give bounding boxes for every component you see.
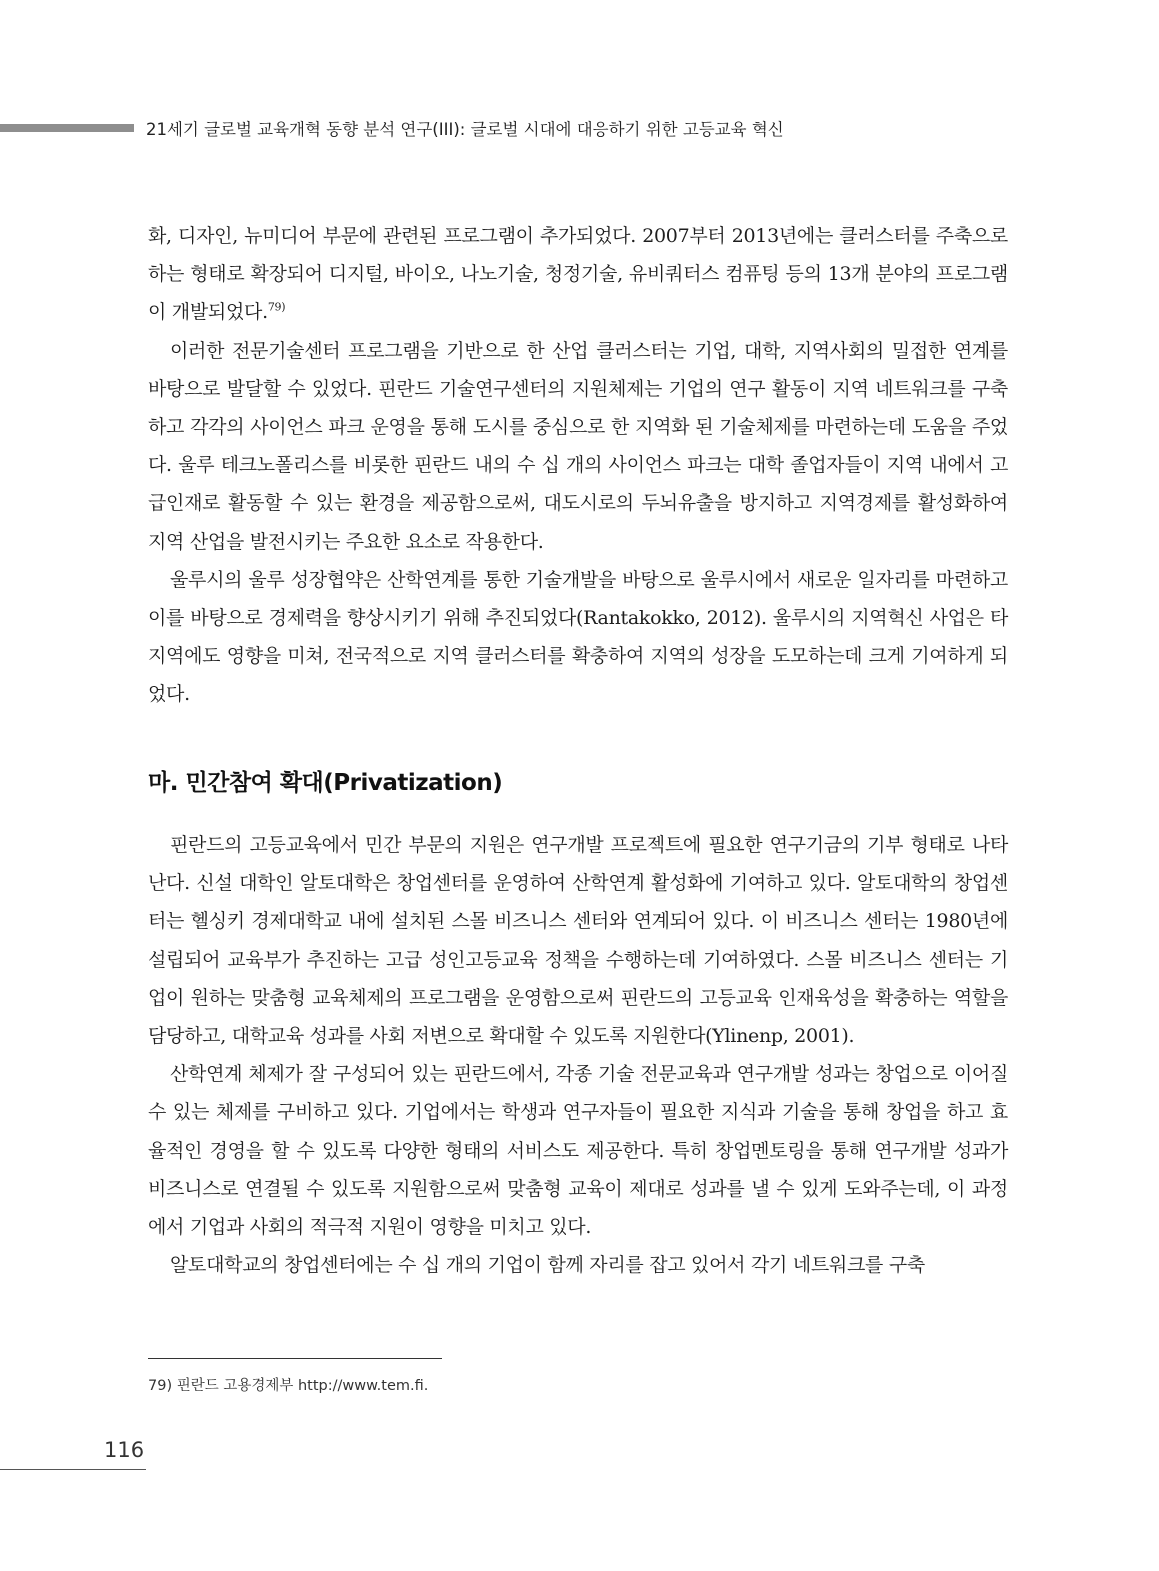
paragraph: 핀란드의 고등교육에서 민간 부문의 지원은 연구개발 프로젝트에 필요한 연구기금의 기부 형태로 나타난다. 신설 대학인 알토대학은 창업센터를 운영하여 산학연계 활성화에 기여하고 있다. 알토대학의 창업센터는 헬싱키 경제대학교 내에 설치된 스몰 비즈니스 센터와 연계되어 있다. 이 비즈니스 센터는 1980년에 설립되어 교육부가 추진하는 고급 성인고등교육 정책을 수행하는데 기여하였다. 스몰 비즈니스 센터는 기업이 원하는 맞춤형 교육체제의 프로그램을 운영함으로써 핀란드의 고등교육 인재육성을 확충하는 역할을 담당하고, 대학교육 성과를 사회 저변으로 확대할 수 있도록 지원한다(Ylinenp, 2001). [148, 834, 1008, 1048]
page-number-rule [0, 1469, 146, 1470]
paragraph: 산학연계 체제가 잘 구성되어 있는 핀란드에서, 각종 기술 전문교육과 연구개발 성과는 창업으로 이어질 수 있는 체제를 구비하고 있다. 기업에서는 학생과 연구자들이 필요한 지식과 기술을 통해 창업을 하고 효율적인 경영을 할 수 있도록 다양한 형태의 서비스도 제공한다. 특히 창업멘토링을 통해 연구개발 성과가 비즈니스로 연결될 수 있도록 지원함으로써 맞춤형 교육이 제대로 성과를 낼 수 있게 도와주는데, 이 과정에서 기업과 사회의 적극적 지원이 영향을 미치고 있다. [148, 1063, 1008, 1239]
paragraph-text: 화, 디자인, 뉴미디어 부문에 관련된 프로그램이 추가되었다. 2007부터 2013년에는 클러스터를 주축으로 하는 형태로 확장되어 디지털, 바이오, 나노기술, 청정기술, 유비쿼터스 컴퓨팅 등의 13개 분야의 프로그램이 개발되었다. [148, 225, 1008, 324]
paragraph: 알토대학교의 창업센터에는 수 십 개의 기업이 함께 자리를 잡고 있어서 각기 네트워크를 구축 [170, 1254, 925, 1277]
body-text-block-2 [148, 826, 1008, 1284]
footnote-divider [148, 1358, 442, 1359]
header-accent-bar [0, 124, 134, 132]
section-heading: 마. 민간참여 확대(Privatization) [148, 770, 503, 796]
footnote-reference[interactable]: 79) [267, 301, 286, 315]
page-number: 116 [104, 1438, 145, 1462]
footnote: 79) 핀란드 고용경제부 http://www.tem.fi. [148, 1378, 429, 1394]
paragraph [148, 217, 1008, 332]
running-header-title: 21세기 글로벌 교육개혁 동향 분석 연구(III): 글로벌 시대에 대응하기 위한 고등교육 혁신 [146, 120, 784, 139]
paragraph: 울루시의 울루 성장협약은 산학연계를 통한 기술개발을 바탕으로 울루시에서 새로운 일자리를 마련하고 이를 바탕으로 경제력을 향상시키기 위해 추진되었다(Rantakokko, 2012). 울루시의 지역혁신 사업은 타 지역에도 영향을 미쳐, 전국적으로 지역 클러스터를 확충하여 지역의 성장을 도모하는데 크게 기여하게 되었다. [148, 568, 1008, 706]
paragraph: 이러한 전문기술센터 프로그램을 기반으로 한 산업 클러스터는 기업, 대학, 지역사회의 밀접한 연계를 바탕으로 발달할 수 있었다. 핀란드 기술연구센터의 지원체제는 기업의 연구 활동이 지역 네트워크를 구축하고 각각의 사이언스 파크 운영을 통해 도시를 중심으로 한 지역화 된 기술체제를 마련하는데 도움을 주었다. 울루 테크노폴리스를 비롯한 핀란드 내의 수 십 개의 사이언스 파크는 대학 졸업자들이 지역 내에서 고급인재로 활동할 수 있는 환경을 제공함으로써, 대도시로의 두뇌유출을 방지하고 지역경제를 활성화하여 지역 산업을 발전시키는 주요한 요소로 작용한다. [148, 339, 1008, 553]
body-text-block-1 [148, 217, 1008, 714]
